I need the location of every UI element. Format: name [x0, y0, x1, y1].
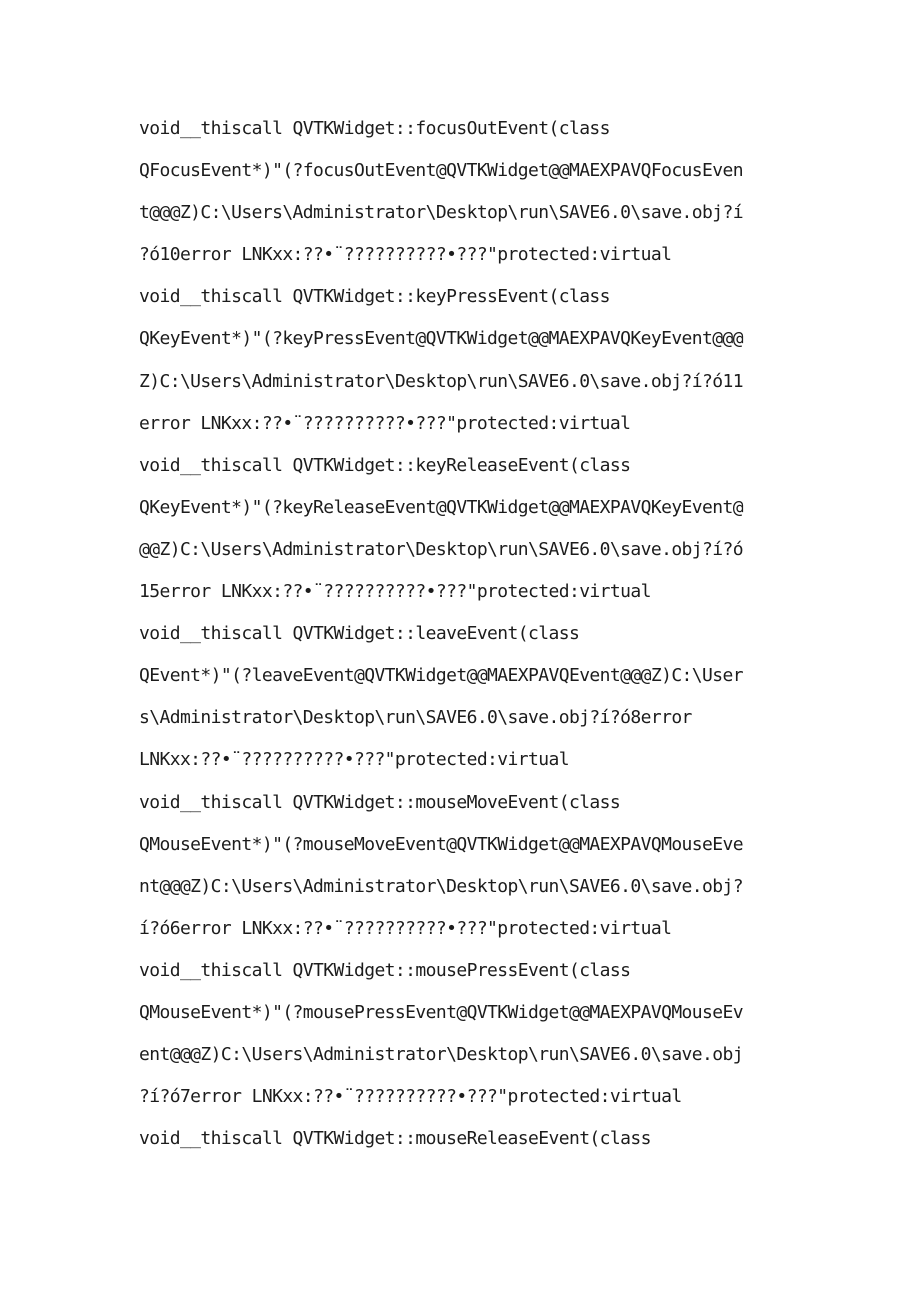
text-line: void__thiscall QVTKWidget::leaveEvent(class [139, 623, 580, 645]
text-line: LNKxx:??•¨??????????•???"protected:virtual [139, 749, 569, 771]
text-line: error LNKxx:??•¨??????????•???"protected:virtual [139, 412, 631, 434]
text-line: void__thiscall QVTKWidget::focusOutEvent(class [139, 118, 610, 139]
text-line: QEvent*)"(?leaveEvent@QVTKWidget@@MAEXPAVQEvent@@@Z)C:\User [139, 665, 743, 687]
text-line: QMouseEvent*)"(?mouseMoveEvent@QVTKWidget@@MAEXPAVQMouseEve [139, 833, 743, 855]
text-line: Z)C:\Users\Administrator\Desktop\run\SAVE6.0\save.obj?í?ó11 [139, 370, 743, 392]
text-line: ?ó10error LNKxx:??•¨??????????•???"protected:virtual [139, 244, 672, 266]
text-line: @@Z)C:\Users\Administrator\Desktop\run\SAVE6.0\save.obj?í?ó [139, 538, 743, 560]
text-line: void__thiscall QVTKWidget::mouseMoveEvent(class [139, 791, 621, 813]
text-line: void__thiscall QVTKWidget::keyReleaseEvent(class [139, 454, 631, 476]
text-line: ?í?ó7error LNKxx:??•¨??????????•???"protected:virtual [139, 1086, 682, 1108]
text-line: QKeyEvent*)"(?keyReleaseEvent@QVTKWidget@@MAEXPAVQKeyEvent@ [139, 496, 743, 518]
text-line: t@@@Z)C:\Users\Administrator\Desktop\run\SAVE6.0\save.obj?í [139, 202, 743, 224]
text-line: QMouseEvent*)"(?mousePressEvent@QVTKWidget@@MAEXPAVQMouseEv [139, 1001, 743, 1023]
text-line: void__thiscall QVTKWidget::keyPressEvent(class [139, 286, 610, 308]
document-body [139, 108, 789, 1160]
text-line: QKeyEvent*)"(?keyPressEvent@QVTKWidget@@MAEXPAVQKeyEvent@@@ [139, 328, 743, 350]
text-line: nt@@@Z)C:\Users\Administrator\Desktop\run\SAVE6.0\save.obj? [139, 875, 743, 897]
text-line: s\Administrator\Desktop\run\SAVE6.0\save.obj?í?ó8error [139, 707, 692, 729]
text-line: ent@@@Z)C:\Users\Administrator\Desktop\run\SAVE6.0\save.obj [139, 1044, 743, 1066]
text-line: 15error LNKxx:??•¨??????????•???"protected:virtual [139, 581, 651, 603]
text-line: í?ó6error LNKxx:??•¨??????????•???"protected:virtual [139, 917, 672, 939]
text-line: QFocusEvent*)"(?focusOutEvent@QVTKWidget@@MAEXPAVQFocusEven [139, 160, 743, 182]
text-line: void__thiscall QVTKWidget::mouseReleaseEvent(class [139, 1128, 651, 1150]
text-line: void__thiscall QVTKWidget::mousePressEvent(class [139, 959, 631, 981]
